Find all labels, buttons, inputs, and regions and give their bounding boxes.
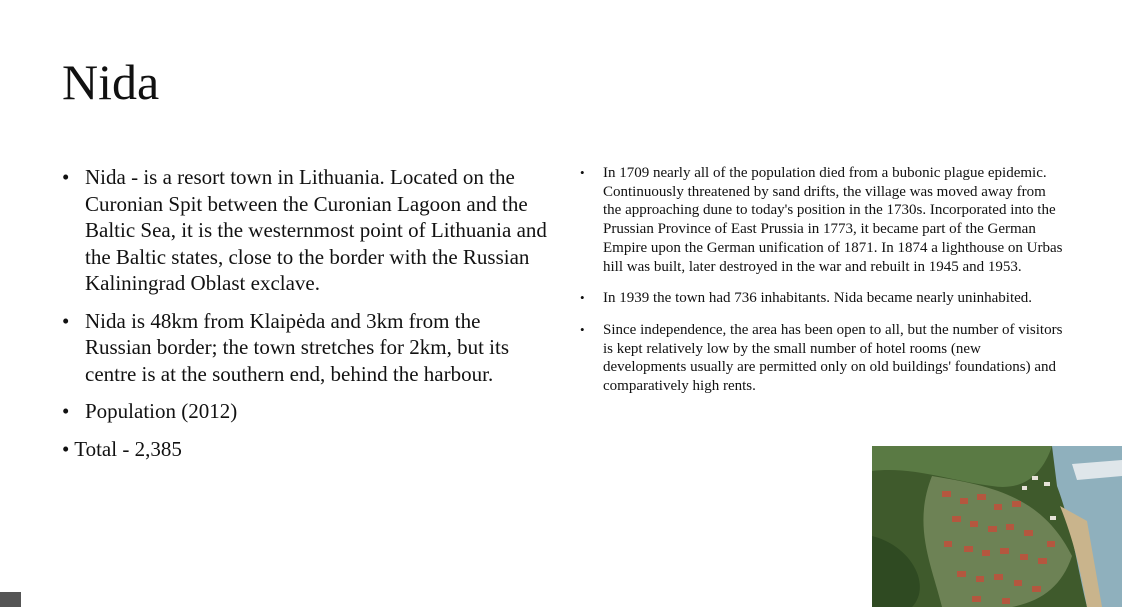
list-item bbox=[580, 164, 1065, 276]
bullet-marker: • bbox=[62, 399, 70, 423]
bullet-marker: • bbox=[62, 308, 70, 333]
slide-title: Nida bbox=[62, 54, 160, 110]
bullet-text-independence: Since independence, the area has been open to all, but the number of visitors is kept relatively low by the small number of hotel rooms (new developments usually are permitted only on old buildings' foundations) and comparatively high rents. bbox=[603, 321, 1063, 395]
list-item bbox=[62, 398, 552, 425]
right-bullet-column bbox=[580, 164, 1065, 409]
list-item bbox=[62, 308, 552, 388]
bullet-marker: • bbox=[580, 165, 585, 180]
aerial-photo-illustration bbox=[872, 446, 1122, 607]
slide-corner-marker bbox=[0, 592, 21, 607]
aerial-photo-nida bbox=[872, 446, 1122, 607]
bullet-marker: • bbox=[62, 165, 70, 189]
list-item bbox=[580, 321, 1065, 396]
list-item bbox=[62, 164, 552, 297]
right-bullet-list bbox=[580, 164, 1065, 396]
population-total: • Total - 2,385 bbox=[62, 436, 182, 461]
bullet-marker: • bbox=[580, 321, 585, 337]
left-bullet-list bbox=[62, 164, 552, 425]
bullet-text-1939: In 1939 the town had 736 inhabitants. Nida became nearly uninhabited. bbox=[603, 290, 1033, 307]
list-item bbox=[580, 289, 1065, 308]
bullet-text-population: Population (2012) bbox=[85, 399, 238, 423]
bullet-text-distance: Nida is 48km from Klaipėda and 3km from the Russian border; the town stretches for 2km, but its centre is at the southern end, behind the harbour. bbox=[85, 308, 510, 386]
bullet-text-history: In 1709 nearly all of the population died from a bubonic plague epidemic. Continuously threatened by sand drifts, the village was moved away from the approaching dune to today's position in the 1730s. Incorporated into the Prussian Province of East Prussia in 1773, it became part of the German Empire upon the German unification of 1871. In 1874 a lighthouse on Urbas hill was built, later destroyed in the war and rebuilt in 1945 and 1953. bbox=[603, 165, 1063, 275]
left-bullet-column bbox=[62, 164, 552, 462]
bullet-text-intro: Nida - is a resort town in Lithuania. Located on the Curonian Spit between the Curonian Lagoon and the Baltic Sea, it is the westernmost point of Lithuania and the Baltic states, close to the border with the Russian Kaliningrad Oblast exclave. bbox=[85, 165, 547, 295]
bullet-marker: • bbox=[580, 290, 585, 306]
